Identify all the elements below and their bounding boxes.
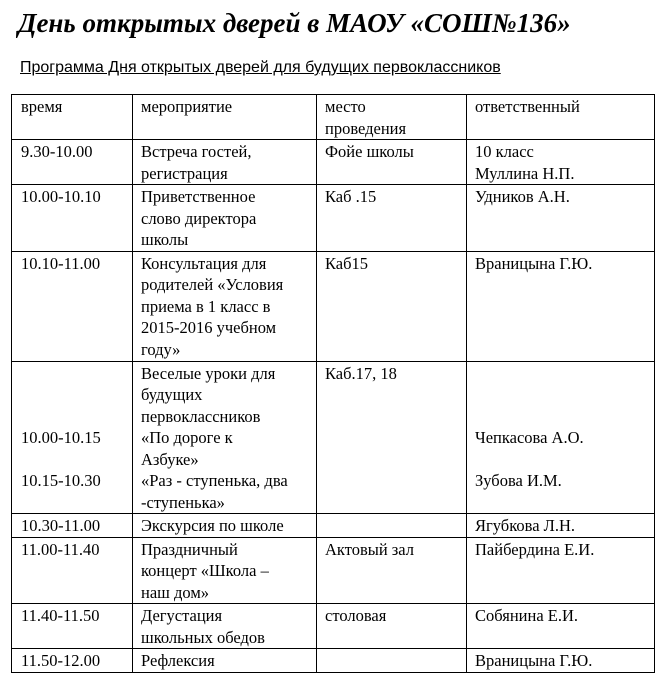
cell-event: Экскурсия по школе xyxy=(133,514,317,538)
cell-event: Рефлексия xyxy=(133,649,317,673)
cell-time: 10.30-11.00 xyxy=(12,514,133,538)
cell-event: Веселые уроки для будущих первоклассников «По дороге к Азбуке» «Раз - ступенька, два -ступенька» xyxy=(133,361,317,514)
cell-responsible: Чепкасова А.О. Зубова И.М. xyxy=(467,361,655,514)
table-row xyxy=(12,604,655,649)
header-place: место проведения xyxy=(317,95,467,140)
header-responsible: ответственный xyxy=(467,95,655,140)
cell-event: Праздничный концерт «Школа – наш дом» xyxy=(133,537,317,604)
cell-event: Дегустация школьных обедов xyxy=(133,604,317,649)
table-header-row xyxy=(12,95,655,140)
table-row xyxy=(12,514,655,538)
cell-responsible: Удников А.Н. xyxy=(467,185,655,252)
cell-responsible: Враницына Г.Ю. xyxy=(467,251,655,361)
cell-event: Встреча гостей, регистрация xyxy=(133,140,317,185)
cell-place: столовая xyxy=(317,604,467,649)
cell-time: 11.40-11.50 xyxy=(12,604,133,649)
header-time: время xyxy=(12,95,133,140)
header-event: мероприятие xyxy=(133,95,317,140)
cell-time: 9.30-10.00 xyxy=(12,140,133,185)
cell-responsible: Враницына Г.Ю. xyxy=(467,649,655,673)
program-table xyxy=(11,94,655,673)
cell-time: 10.00-10.15 10.15-10.30 xyxy=(12,361,133,514)
cell-time: 10.00-10.10 xyxy=(12,185,133,252)
cell-place xyxy=(317,649,467,673)
page-title: День открытых дверей в МАОУ «СОШ№136» xyxy=(18,8,571,38)
cell-time: 11.00-11.40 xyxy=(12,537,133,604)
cell-place: Актовый зал xyxy=(317,537,467,604)
table-row xyxy=(12,251,655,361)
cell-place: Фойе школы xyxy=(317,140,467,185)
table-row xyxy=(12,537,655,604)
cell-event: Приветственное слово директора школы xyxy=(133,185,317,252)
program-subtitle: Программа Дня открытых дверей для будущих первоклассников xyxy=(20,59,501,76)
table-row xyxy=(12,649,655,673)
cell-place xyxy=(317,514,467,538)
table-row xyxy=(12,140,655,185)
cell-responsible: 10 класс Муллина Н.П. xyxy=(467,140,655,185)
cell-place: Каб .15 xyxy=(317,185,467,252)
cell-time: 11.50-12.00 xyxy=(12,649,133,673)
cell-event: Консультация для родителей «Условия приема в 1 класс в 2015-2016 учебном году» xyxy=(133,251,317,361)
table-row xyxy=(12,185,655,252)
table-row xyxy=(12,361,655,514)
cell-time: 10.10-11.00 xyxy=(12,251,133,361)
cell-place: Каб.17, 18 xyxy=(317,361,467,514)
cell-responsible: Собянина Е.И. xyxy=(467,604,655,649)
cell-place: Каб15 xyxy=(317,251,467,361)
cell-responsible: Пайбердина Е.И. xyxy=(467,537,655,604)
cell-responsible: Ягубкова Л.Н. xyxy=(467,514,655,538)
